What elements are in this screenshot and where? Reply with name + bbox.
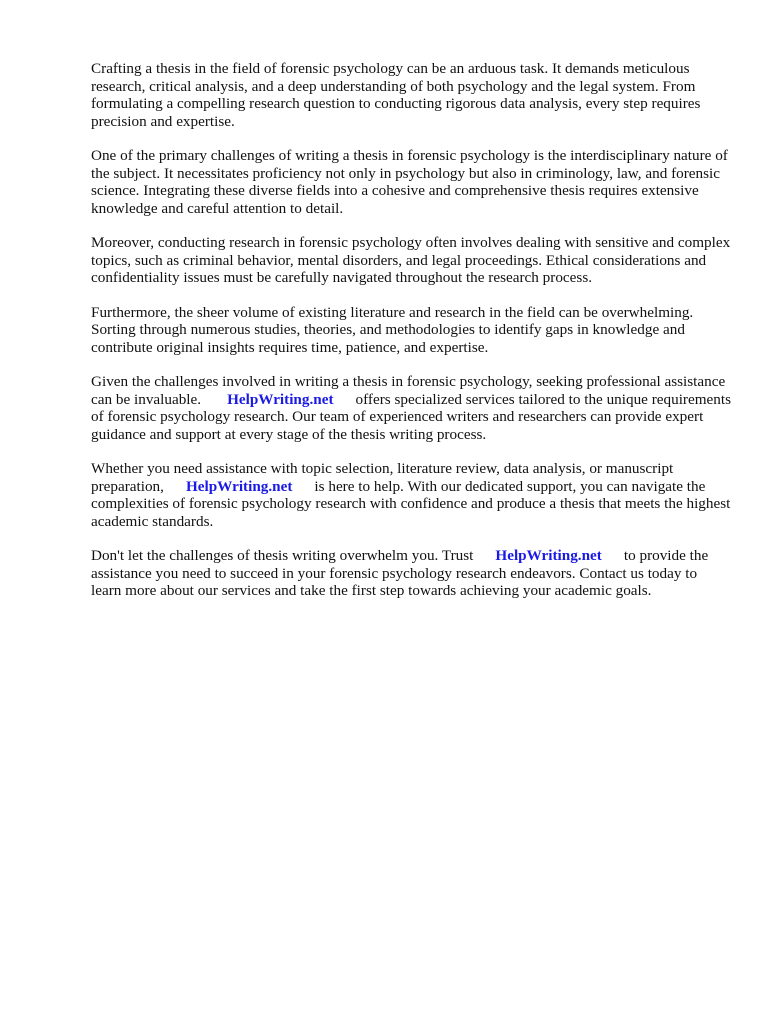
paragraph-assistance-text-before: Given the challenges involved in writing a thesis in forensic psychology, seeking professional assistance can be invaluable. xyxy=(91,373,726,408)
paragraph-intro-text: Crafting a thesis in the field of forensic psychology can be an arduous task. It demands meticulous research, critical analysis, and a deep understanding of both psychology and the legal system. From formulating a compelling research question to conducting rigorous data analysis, every step requires precision and expertise. xyxy=(91,60,701,130)
paragraph-call-to-action-text-after: to provide the assistance you need to succeed in your forensic psychology research endeavors. Contact us today to learn more about our services and take the first step towards achieving your academic goals. xyxy=(91,547,709,599)
paragraph-ethics-text: Moreover, conducting research in forensic psychology often involves dealing with sensitive and complex topics, such as criminal behavior, mental disorders, and legal proceedings. Ethical considerations and confidentiality issues must be carefully navigated throughout the research process. xyxy=(91,234,731,286)
paragraph-literature xyxy=(91,304,731,357)
paragraph-topic-selection-text-after: is here to help. With our dedicated support, you can navigate the complexities of forensic psychology research with confidence and produce a thesis that meets the highest academic standards. xyxy=(91,477,731,530)
paragraph-literature-text: Furthermore, the sheer volume of existing literature and research in the field can be overwhelming. Sorting through numerous studies, theories, and methodologies to identify gaps in knowledge and contribute original insights requires time, patience, and expertise. xyxy=(91,303,694,356)
helpwriting-link[interactable]: HelpWriting.net xyxy=(185,477,293,495)
paragraph-assistance xyxy=(91,373,731,443)
paragraph-assistance-text-after: offers specialized services tailored to the unique requirements of forensic psychology research. Our team of experienced writers and researchers can provide expert guidance and support at every stage of the thesis writing process. xyxy=(91,390,731,443)
helpwriting-link[interactable]: HelpWriting.net xyxy=(227,390,334,408)
paragraph-ethics xyxy=(91,234,731,287)
paragraph-intro xyxy=(91,60,731,130)
document-page xyxy=(91,60,731,617)
paragraph-call-to-action xyxy=(91,547,731,600)
paragraph-topic-selection xyxy=(91,460,731,530)
helpwriting-link[interactable]: HelpWriting.net xyxy=(495,547,602,564)
paragraph-interdisciplinary-text: One of the primary challenges of writing a thesis in forensic psychology is the interdisciplinary nature of the subject. It necessitates proficiency not only in psychology but also in criminology, law, and forensic science. Integrating these diverse fields into a cohesive and comprehensive thesis requires extensive knowledge and careful attention to detail. xyxy=(91,147,728,217)
paragraph-topic-selection-text-before: Whether you need assistance with topic selection, literature review, data analysis, or manuscript preparation, xyxy=(91,460,674,495)
paragraph-call-to-action-text-before: Don't let the challenges of thesis writing overwhelm you. Trust xyxy=(91,547,474,564)
paragraph-interdisciplinary xyxy=(91,147,731,217)
